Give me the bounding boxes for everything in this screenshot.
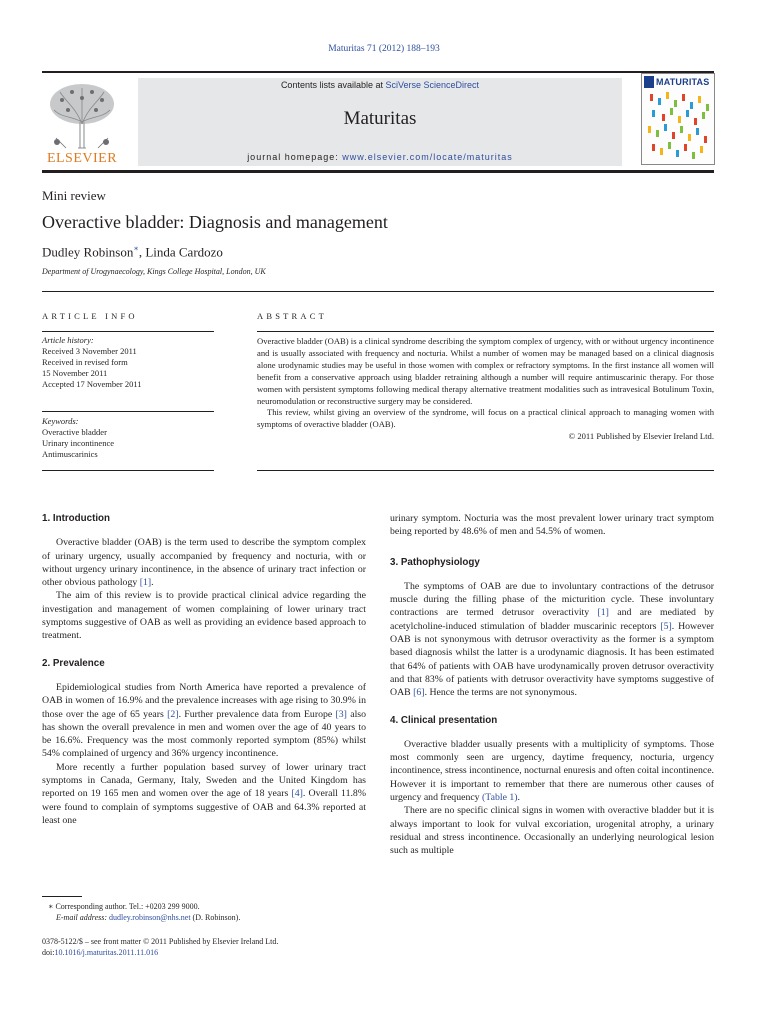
article-info-bottom-rule — [42, 470, 214, 471]
article-history — [42, 335, 214, 390]
corresponding-author-mark[interactable]: ∗ — [133, 244, 139, 253]
homepage-prefix: journal homepage: — [247, 152, 343, 162]
body-paragraph — [42, 681, 366, 761]
keywords-rule — [42, 411, 214, 412]
title-block-rule — [42, 291, 714, 292]
header-bottom-rule — [42, 170, 714, 173]
contents-prefix: Contents lists available at — [280, 80, 386, 90]
homepage-link[interactable]: www.elsevier.com/locate/maturitas — [342, 152, 513, 162]
reference-link[interactable]: [4] — [291, 788, 303, 800]
history-item: Received in revised form — [42, 357, 128, 367]
reference-link[interactable]: [2] — [167, 708, 179, 720]
body-paragraph — [390, 580, 714, 700]
keywords-label: Keywords: — [42, 416, 79, 426]
section-heading-clinical-presentation: 4. Clinical presentation — [390, 714, 498, 726]
text-run: . — [151, 577, 154, 589]
article-info-rule — [42, 331, 214, 332]
text-run: Epidemiological studies from North America have reported a prevalence of OAB in women of 16.9% and the prevalence increases with age rising to 30.9% in those over the age of 65 years — [42, 681, 366, 720]
history-label: Article history: — [42, 335, 94, 345]
author-cardozo[interactable]: Linda Cardozo — [145, 244, 223, 260]
reference-link[interactable]: [1] — [597, 607, 609, 619]
text-run: . Further prevalence data from Europe — [178, 708, 336, 720]
section-heading-introduction: 1. Introduction — [42, 513, 111, 524]
contents-available-line — [138, 80, 622, 90]
abstract-text — [257, 336, 714, 443]
footnote-mark: ∗ — [48, 902, 54, 911]
text-run: and are mediated by acetylcholine-induced stimulation of bladder muscarinic receptors — [390, 607, 714, 632]
text-run: Overactive bladder (OAB) is the term used to describe the symptom complex of urinary urgency, usually accompanied by frequency and nocturia, with or without urgency urinary incontinence, in the absence of urinary tract infection or other obvious pathology — [42, 537, 366, 589]
article-title: Overactive bladder: Diagnosis and management — [42, 212, 388, 232]
text-run: Overactive bladder usually presents with a multiplicity of symptoms. Those most commonly seen are urgency, daytime frequency, nocturia, urgency incontinence, stress incontinence, nocturnal enuresis and often coital incontinence. However it is important to remember that there are numerous other causes of urgency and frequency — [390, 738, 715, 804]
keyword-item: Antimuscarinics — [42, 449, 98, 459]
doi-link[interactable]: 10.1016/j.maturitas.2011.11.016 — [54, 947, 159, 957]
abstract-bottom-rule — [257, 470, 714, 471]
corresponding-author-footnote — [48, 902, 366, 923]
email-suffix: (D. Robinson). — [190, 912, 241, 922]
keyword-item: Urinary incontinence — [42, 438, 114, 448]
text-run: . Hence the terms are not synonymous. — [424, 687, 577, 699]
abstract-paragraph: This review, whilst giving an overview of the syndrome, will focus on a practical clinical approach to managing women with symptoms of overactive bladder (OAB). — [257, 407, 714, 430]
doi-prefix: doi: — [42, 947, 55, 957]
history-item: 15 November 2011 — [42, 368, 108, 378]
elsevier-wordmark[interactable]: ELSEVIER — [46, 151, 118, 166]
text-run: . Overall 11.8% were found to complain of symptoms suggestive of OAB and 64.3% reported at least one — [42, 788, 366, 826]
journal-homepage-line — [138, 152, 622, 162]
sciencedirect-link[interactable]: SciVerse ScienceDirect — [385, 80, 480, 90]
issn-line: 0378-5122/$ – see front matter © 2011 Published by Elsevier Ireland Ltd. — [42, 937, 279, 946]
abstract-label: ABSTRACT — [257, 311, 327, 321]
abstract-rule — [257, 331, 714, 332]
cover-title: MATURITAS — [656, 77, 710, 87]
author-list — [42, 244, 223, 260]
history-item: Accepted 17 November 2011 — [42, 379, 142, 389]
text-run: . However OAB is not synonymous with detrusor overactivity as the former is a symptom based diagnosis whilst the latter is a urodynamic diagnosis. It has been estimated that 64% of patients with OAB have urodynamically proven detrusor overactivity and that 83% of patients with detrusor overactivity have symptoms suggestive of OAB — [390, 620, 714, 699]
email-link[interactable]: dudley.robinson@nhs.net — [109, 912, 191, 922]
journal-cover-thumbnail[interactable] — [641, 73, 715, 165]
body-paragraph: urinary symptom. Nocturia was the most prevalent lower urinary tract symptom being reported by 48.6% of men and 54.5% of women. — [390, 513, 714, 538]
text-run: . — [517, 792, 520, 804]
reference-link[interactable]: [5] — [660, 620, 672, 632]
article-info-label: ARTICLE INFO — [42, 311, 138, 321]
text-run: The symptoms of OAB are due to involuntary contractions of the detrusor muscle during the filling phase of the micturition cycle. These involuntary contractions are termed detrusor overactivity — [390, 580, 714, 619]
body-paragraph — [390, 738, 714, 804]
cover-art-icon — [642, 74, 715, 165]
keyword-item: Overactive bladder — [42, 427, 107, 437]
reference-link[interactable]: [1] — [139, 577, 152, 589]
body-right-column — [390, 512, 714, 858]
table-link[interactable]: (Table 1) — [482, 792, 518, 804]
keywords — [42, 416, 214, 460]
abstract-copyright: © 2011 Published by Elsevier Ireland Ltd. — [568, 431, 714, 442]
issn-block — [42, 937, 366, 958]
body-paragraph — [42, 761, 366, 827]
email-label: E-mail address: — [56, 912, 108, 922]
header-top-rule — [42, 71, 714, 73]
reference-link[interactable]: [3] — [335, 708, 347, 720]
body-paragraph: There are no specific clinical signs in women with overactive bladder but it is always important to look for vulval excoriation, urogenital atrophy, a urinary residual and stress incontinence. Occasionally an underlying neurological lesion such as multiple — [390, 805, 714, 857]
section-heading-pathophysiology: 3. Pathophysiology — [390, 556, 480, 568]
journal-citation[interactable]: Maturitas 71 (2012) 188–193 — [328, 44, 440, 54]
reference-link[interactable]: [6] — [413, 687, 425, 699]
body-left-column — [42, 512, 366, 827]
section-heading-prevalence: 2. Prevalence — [42, 657, 105, 669]
article-type: Mini review — [42, 188, 106, 203]
footnote-text: Corresponding author. Tel.: +0203 299 9000. — [55, 902, 200, 911]
abstract-paragraph: Overactive bladder (OAB) is a clinical syndrome describing the symptom complex of urgency, with or without urgency incontinence and is usually associated with frequency and nocturia. Whilst a number of women may be managed based on a clinical diagnosis alone urodynamic studies may be useful in those women with complex or refractory symptoms. In the first instance all women will benefit from a conservative approach using bladder retraining although a number will require antimuscarinic therapy. For those women with persistent symptoms following medical therapy alternative treatment modalities such as intravesical Botulinum Toxin, neuromodulation or reconstructive surgery may be considered. — [257, 336, 714, 406]
footnote-rule — [42, 896, 82, 897]
affiliation: Department of Urogynaecology, Kings College Hospital, London, UK — [42, 267, 266, 276]
text-run: More recently a further population based survey of lower urinary tract symptoms in Canada, Germany, Italy, Sweden and the United Kingdom has reported on 19 165 men and women over the age of 18 years — [42, 761, 366, 800]
text-run: also has shown the overall prevalence in men and women over the age of 40 years to be 16.6%. Frequency was the most commonly reported symptom (85%) whilst 54% complained of urgency and 36% urgency incontinence. — [42, 708, 366, 760]
history-item: Received 3 November 2011 — [42, 346, 137, 356]
body-paragraph — [42, 536, 366, 589]
author-separator: , — [138, 244, 146, 260]
journal-name: Maturitas — [343, 108, 417, 129]
author-robinson[interactable]: Dudley Robinson — [42, 244, 134, 260]
body-paragraph: The aim of this review is to provide practical clinical advice regarding the investigation and management of women complaining of lower urinary tract symptoms suggestive of OAB as well as providing an evidence based approach to treatment. — [42, 590, 366, 642]
